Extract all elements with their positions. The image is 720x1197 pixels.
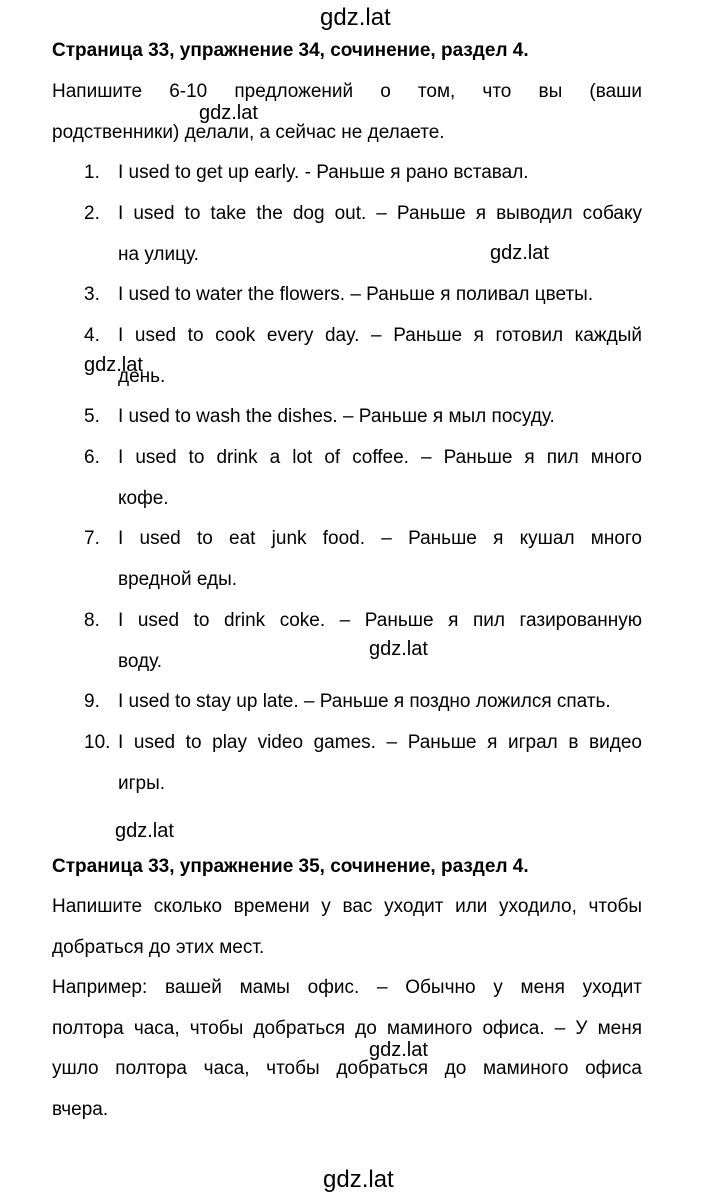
- item-number: 2.: [84, 203, 100, 224]
- watermark: gdz.lat: [115, 820, 174, 842]
- item-line: I used to wash the dishes. – Раньше я мыл посуду.: [118, 406, 555, 427]
- item-line: I used to play video games. – Раньше я играл в видео: [118, 732, 642, 753]
- list-item: [84, 601, 642, 682]
- item-number: 3.: [84, 284, 100, 305]
- list-item: [84, 316, 642, 397]
- example-line: полтора часа, чтобы добраться до маминого офиса. – У меня: [52, 1017, 642, 1039]
- item-number: 5.: [84, 406, 100, 427]
- list-item: [84, 438, 642, 519]
- list-item: [84, 153, 642, 194]
- example-text: [52, 968, 642, 1130]
- task-line: добраться до этих мест.: [52, 936, 265, 958]
- list-item: [84, 519, 642, 600]
- list-item: [84, 194, 642, 275]
- section-heading: Страница 33, упражнение 35, сочинение, раздел 4.: [52, 856, 529, 877]
- item-line: I used to cook every day. – Раньше я готовил каждый: [118, 325, 642, 346]
- item-line: на улицу.: [118, 243, 199, 265]
- task-line: родственники) делали, а сейчас не делаете.: [52, 121, 445, 143]
- item-line: I used to stay up late. – Раньше я поздно ложился спать.: [118, 691, 611, 712]
- item-line: кофе.: [118, 487, 169, 509]
- task-line: Напишите 6-10 предложений о том, что вы (ваши: [52, 81, 642, 102]
- task-line: Напишите сколько времени у вас уходит или уходило, чтобы: [52, 896, 642, 917]
- item-line: I used to eat junk food. – Раньше я кушал много: [118, 528, 642, 549]
- example-line: Например: вашей мамы офис. – Обычно у меня уходит: [52, 977, 642, 998]
- item-line: I used to drink coke. – Раньше я пил газированную: [118, 610, 642, 631]
- item-line: день.: [118, 365, 166, 387]
- list-item: [84, 397, 642, 438]
- example-line: вчера.: [52, 1098, 109, 1120]
- item-line: I used to get up early. - Раньше я рано вставал.: [118, 162, 529, 183]
- item-number: 7.: [84, 528, 100, 549]
- watermark: gdz.lat: [199, 102, 258, 124]
- watermark-bottom: gdz.lat: [323, 1166, 394, 1193]
- list-item: [84, 723, 642, 804]
- item-number: 10.: [84, 732, 111, 753]
- section-heading: Страница 33, упражнение 34, сочинение, раздел 4.: [52, 40, 529, 61]
- item-line: I used to water the flowers. – Раньше я поливал цветы.: [118, 284, 594, 305]
- list-item: [84, 682, 642, 723]
- watermark: gdz.lat: [84, 354, 143, 376]
- item-line: вредной еды.: [118, 568, 238, 590]
- list-item: [84, 275, 642, 316]
- item-line: воду.: [118, 650, 162, 672]
- watermark: gdz.lat: [369, 1039, 428, 1061]
- item-number: 6.: [84, 447, 100, 468]
- watermark: gdz.lat: [369, 638, 428, 660]
- task-text: [52, 72, 642, 153]
- watermark: gdz.lat: [490, 242, 549, 264]
- task-text: [52, 887, 642, 968]
- item-number: 9.: [84, 691, 100, 712]
- item-line: I used to take the dog out. – Раньше я выводил собаку: [118, 203, 642, 224]
- item-number: 8.: [84, 610, 100, 631]
- item-line: I used to drink a lot of coffee. – Раньше я пил много: [118, 447, 642, 468]
- item-line: игры.: [118, 772, 166, 794]
- example-line: ушло полтора часа, чтобы добраться до маминого офиса: [52, 1058, 642, 1079]
- watermark-top: gdz.lat: [320, 4, 391, 31]
- item-number: 4.: [84, 325, 100, 346]
- item-number: 1.: [84, 162, 100, 183]
